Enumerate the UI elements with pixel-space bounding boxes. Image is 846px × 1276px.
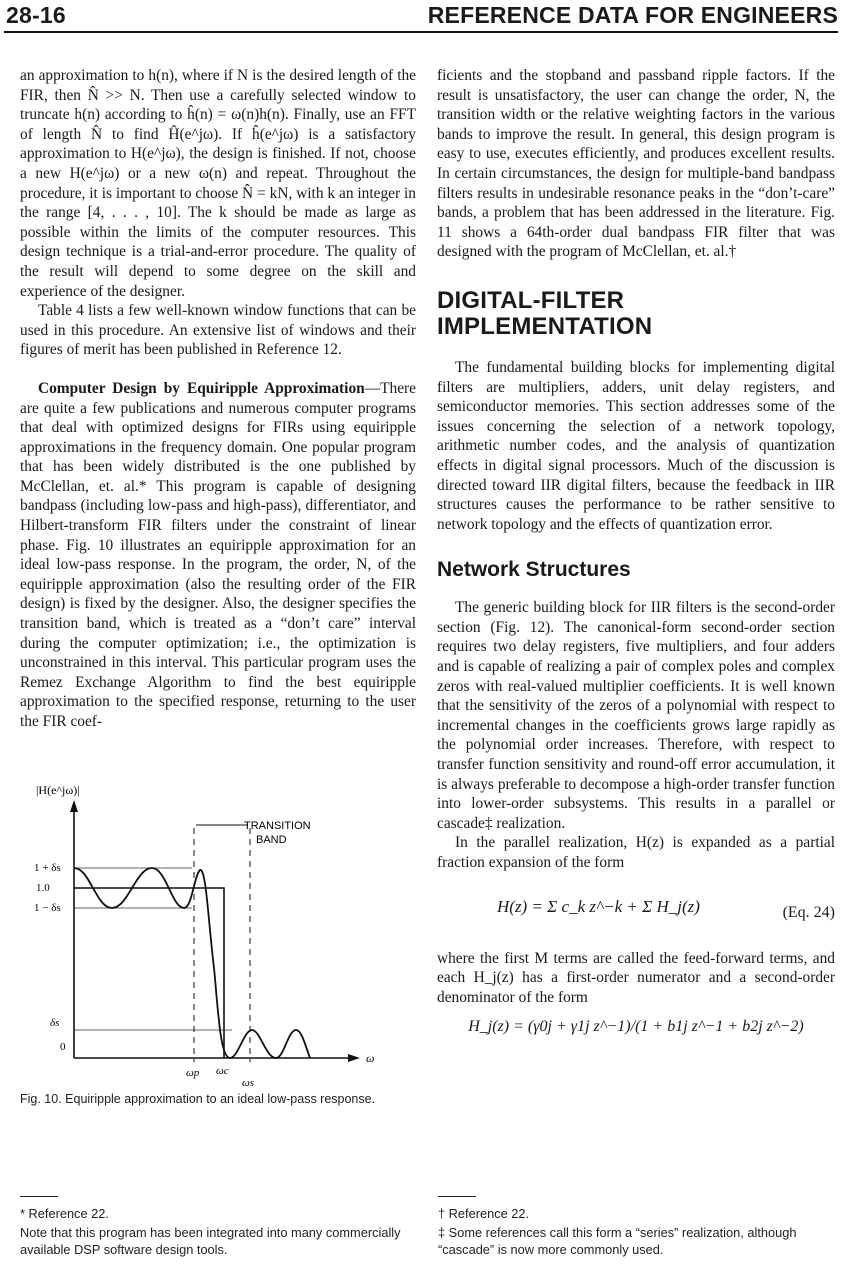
x-axis-arrow	[348, 1054, 360, 1062]
footnote-rule-left	[20, 1196, 58, 1197]
run-in-heading: Computer Design by Equiripple Approximation	[38, 379, 365, 397]
footnotes-right	[438, 1205, 838, 1260]
equiripple-lowpass-figure	[20, 768, 420, 1088]
tick-0: 0	[60, 1041, 66, 1053]
y-axis-label: |H(e^jω)|	[36, 783, 80, 797]
footnote: † Reference 22.	[438, 1206, 530, 1221]
footnote: * Reference 22.	[20, 1206, 109, 1221]
band-label: BAND	[256, 834, 287, 846]
equiripple-response-curve	[74, 868, 310, 1058]
tick-ds: δs	[50, 1017, 60, 1029]
equation-24	[437, 889, 835, 939]
paragraph: The generic building block for IIR filters is the second-order section (Fig. 12). The canonical-form second-order section requires two delay registers, five multipliers, and four adders and is capable of realizing a pair of complex poles and complex zeros with real-valued multiplier coefficients. It is well known that the sensitivity of the zeros of a polynomial with respect to incremental changes in the coefficients grows large rapidly as the polynomial order increases. Therefore, with respect to transfer function sensitivity and round-off error accumulation, it is always preferable to decompose a high-order transfer function into lower-order subsystems. This results in a parallel or cascade‡ realization.	[437, 599, 835, 832]
footnotes-left	[20, 1205, 420, 1260]
transition-label: TRANSITION	[244, 820, 311, 832]
ws-label: ωs	[242, 1077, 255, 1088]
footnote-rule-right	[438, 1196, 476, 1197]
paragraph: ficients and the stopband and passband ripple factors. If the result is unsatisfactory, the user can change the order, N, the transition width or the relative weighting factors in the various bands to improve the result. In general, this design program is easy to use, executes efficiently, and produces excellent results. In certain circumstances, the design for multiple-band bandpass filters results in undesirable resonance peaks in the “don’t-care” bands, a problem that has been addressed in the literature. Fig. 11 shows a 64th-order dual bandpass FIR filter that was designed with the program of McClellan, et. al.†	[437, 67, 835, 261]
equation-25: H_j(z) = (γ0j + γ1j z^−1)/(1 + b1j z^−1 + b2j z^−2)	[468, 1018, 804, 1036]
tick-1: 1.0	[36, 882, 50, 894]
running-title: REFERENCE DATA FOR ENGINEERS	[427, 2, 838, 28]
tick-1-minus-ds: 1 − δs	[34, 902, 61, 914]
section-heading: DIGITAL-FILTER IMPLEMENTATION	[437, 286, 653, 340]
page-header	[6, 2, 838, 32]
paragraph: an approximation to h(n), where if N is the desired length of the FIR, then N̂ >> N. Then use a carefully selected window to truncate h(n) according to ĥ(n) = ω(n)h(n). Finally, use an FFT of length N̂ to find Ĥ(e^jω). If ĥ(e^jω) is a satisfactory approximation to H(e^jω), the design is finished. If not, choose a new H(e^jω) or a new ω(n) and repeat. Throughout the procedure, it is important to choose N̂ = kN, with k an integer in the range [4, . . . , 10]. The k should be made as large as possible within the limits of the computer resources. This design technique is a trial-and-error procedure. The quality of the result will depend to some degree on the skill and experience of the designer.	[20, 67, 416, 300]
header-rule	[4, 31, 838, 33]
y-axis-arrow	[70, 800, 78, 812]
subsection-heading: Network Structures	[437, 558, 631, 582]
paragraph: Table 4 lists a few well-known window functions that can be used in this procedure. An extensive list of windows and their figures of merit has been published in Reference 12.	[20, 302, 416, 359]
left-column	[20, 66, 416, 732]
ideal-response	[74, 888, 224, 1058]
wp-label: ωp	[186, 1067, 200, 1079]
footnote: Note that this program has been integrated into many commercially available DSP software design tools.	[20, 1225, 401, 1257]
equation-24-body: H(z) = Σ c_k z^−k + Σ H_j(z)	[497, 896, 700, 916]
x-axis-symbol: ω	[366, 1051, 375, 1065]
paragraph-text: —There are quite a few publications and numerous computer programs that deal with optimized designs for FIRs using equiripple approximations in the frequency domain. One popular program that has been widely distributed is the one published by McClellan, et. al.* This program is capable of designing bandpass (including low-pass and high-pass), differentiator, and Hilbert-transform FIR filters under the constraint of linear phase. Fig. 10 illustrates an equiripple approximation for an ideal low-pass response. In the program, the order, N, of the equiripple approximation (also the resulting order of the FIR design) is fixed by the designer. Also, the designer specifies the transition band, which is treated as a “don’t care” interval during the computer optimization; i.e., the optimization is unconstrained in this interval. This particular program uses the Remez Exchange Algorithm to find the best equiripple approximation to the specified response, returning to the user the FIR coef-	[20, 379, 416, 730]
paragraph: The fundamental building blocks for implementing digital filters are multipliers, adders, unit delay registers, and semiconductor memories. This section addresses some of the issues concerning the selection of a network topology, arithmetic number codes, and the analysis of quantization effects in digital signal processors. Much of the discussion is directed toward IIR digital filters, because the feedback in IIR structures causes the performance to be rather sensitive to network topology and the effects of quantization error.	[437, 358, 835, 533]
equation-24-number: (Eq. 24)	[782, 903, 835, 921]
figure-caption: Fig. 10. Equiripple approximation to an ideal low-pass response.	[20, 1092, 376, 1106]
wc-label: ωc	[216, 1065, 229, 1077]
paragraph: In the parallel realization, H(z) is expanded as a partial fraction expansion of the form	[437, 834, 835, 871]
page-number: 28-16	[6, 2, 66, 28]
paragraph	[20, 379, 416, 732]
right-column	[437, 66, 835, 1043]
paragraph: where the first M terms are called the feed-forward terms, and each H_j(z) has a first-order numerator and a second-order denominator of the form	[437, 949, 835, 1006]
footnote: ‡ Some references call this form a “series” realization, although “cascade” is now more commonly used.	[438, 1225, 797, 1257]
tick-1-plus-ds: 1 + δs	[34, 862, 61, 874]
